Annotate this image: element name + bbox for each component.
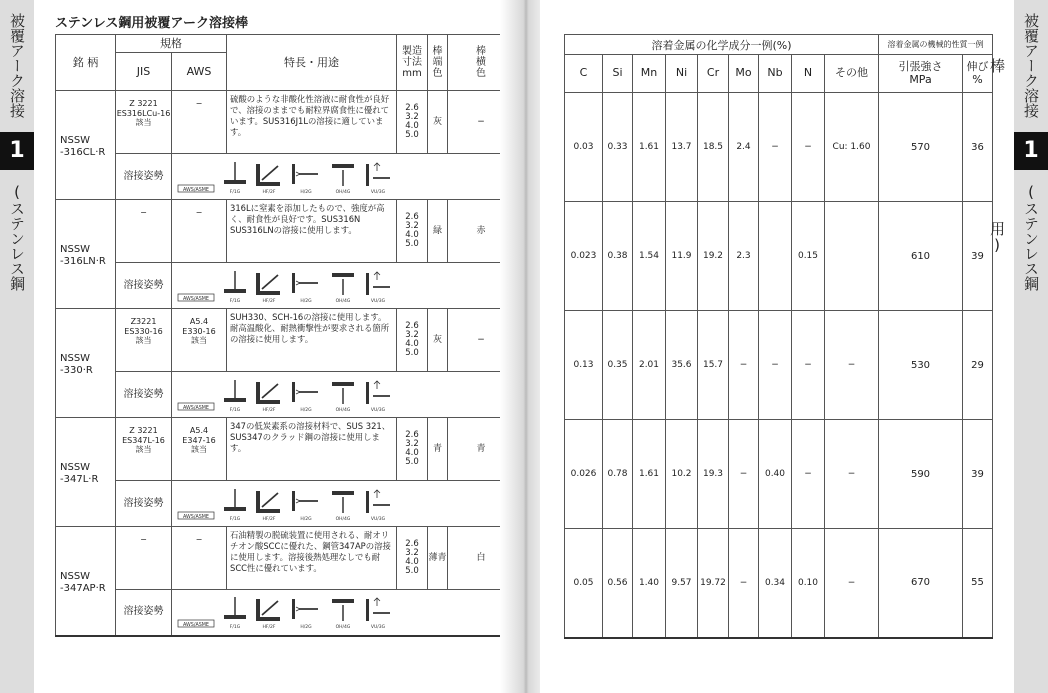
composition-value: 13.7 bbox=[666, 93, 698, 202]
tip-color: 灰 bbox=[428, 309, 448, 372]
position-code-label: HF/2F bbox=[262, 298, 276, 303]
tip-color: 緑 bbox=[428, 200, 448, 263]
position-code-label: HF/2F bbox=[262, 516, 276, 521]
column-header: その他 bbox=[825, 55, 879, 93]
position-code-label: VU/3G bbox=[370, 189, 386, 194]
welding-position-label: 溶接姿勢 bbox=[116, 372, 172, 418]
side-title-right: 被覆アーク溶接棒 bbox=[988, 12, 1040, 118]
composition-value: 1.61 bbox=[633, 93, 666, 202]
chapter-number-right: 1 bbox=[1014, 132, 1048, 170]
composition-value: 0.13 bbox=[565, 311, 603, 420]
composition-value: 2.4 bbox=[729, 93, 759, 202]
overhead-position-icon bbox=[332, 382, 354, 386]
welding-position-glyphs bbox=[172, 263, 515, 309]
dimension-mm: 2.6 3.2 4.0 5.0 bbox=[397, 200, 428, 263]
side-color: 白 bbox=[448, 527, 515, 590]
composition-value: 530 bbox=[879, 311, 963, 420]
position-code-label: H/2G bbox=[300, 189, 312, 194]
position-code-label: OH/4G bbox=[335, 189, 351, 194]
aws-standard: A5.4 E347-16 該当 bbox=[172, 418, 227, 481]
position-code-label: OH/4G bbox=[335, 298, 351, 303]
column-header: N bbox=[792, 55, 825, 93]
left-page bbox=[34, 0, 512, 693]
composition-value: 1.54 bbox=[633, 202, 666, 311]
position-code-label: H/2G bbox=[300, 625, 312, 630]
composition-value: 0.33 bbox=[603, 93, 633, 202]
position-code-label: AWS/ASME bbox=[183, 296, 209, 302]
side-title-left: 被覆アーク溶接 bbox=[8, 12, 26, 118]
brand-header: 銘 柄 bbox=[56, 35, 116, 91]
aws-standard: A5.4 E330-16 該当 bbox=[172, 309, 227, 372]
overhead-position-icon bbox=[332, 491, 354, 495]
composition-value: − bbox=[729, 420, 759, 529]
jis-standard: Z3221 ES330-16 該当 bbox=[116, 309, 172, 372]
flat-position-icon bbox=[224, 180, 246, 184]
composition-value: 0.38 bbox=[603, 202, 633, 311]
position-code-label: F/1G bbox=[229, 516, 241, 521]
welding-position-glyphs bbox=[172, 372, 515, 418]
welding-position-row bbox=[56, 481, 515, 527]
position-code-label: AWS/ASME bbox=[183, 187, 209, 193]
position-code-label: VU/3G bbox=[370, 298, 386, 303]
overhead-position-icon bbox=[332, 599, 354, 603]
feature-text: 硫酸のような非酸化性溶液に耐食性が良好で、溶接のままでも耐粒界腐食性に優れています。SUS316J1Lの溶接に適しています。 bbox=[227, 91, 397, 154]
position-code-label: OH/4G bbox=[335, 516, 351, 521]
welding-position-glyphs bbox=[172, 590, 515, 636]
composition-value: − bbox=[825, 529, 879, 638]
composition-value: 0.023 bbox=[565, 202, 603, 311]
position-code-label: F/1G bbox=[229, 407, 241, 412]
position-code-label: F/1G bbox=[229, 625, 241, 630]
composition-value: 36 bbox=[963, 93, 993, 202]
position-code-label: HF/2F bbox=[262, 407, 276, 412]
position-code-label: H/2G bbox=[300, 407, 312, 412]
dimension-mm: 2.6 3.2 4.0 5.0 bbox=[397, 91, 428, 154]
composition-row bbox=[565, 202, 993, 311]
side-color: − bbox=[448, 309, 515, 372]
vertical-up-position-icon bbox=[366, 273, 369, 295]
jis-standard: − bbox=[116, 200, 172, 263]
position-code-label: F/1G bbox=[229, 189, 241, 194]
aws-standard: − bbox=[172, 527, 227, 590]
column-header: Mn bbox=[633, 55, 666, 93]
feature-text: 316Lに窒素を添加したもので、強度が高く、耐食性が良好です。SUS316N SUS316LNの溶接に使用します。 bbox=[227, 200, 397, 263]
vertical-up-position-icon bbox=[366, 382, 369, 404]
composition-value: 55 bbox=[963, 529, 993, 638]
flat-position-icon bbox=[224, 507, 246, 511]
column-header: 引張強さ MPa bbox=[879, 55, 963, 93]
composition-value: − bbox=[759, 93, 792, 202]
welding-position-glyphs bbox=[172, 154, 515, 200]
composition-value: − bbox=[729, 311, 759, 420]
product-name: NSSW -347L·R bbox=[56, 418, 116, 527]
tip-color: 灰 bbox=[428, 91, 448, 154]
page-title: ステンレス鋼用被覆アーク溶接棒 bbox=[55, 16, 248, 31]
composition-value: 19.72 bbox=[698, 529, 729, 638]
column-header: Mo bbox=[729, 55, 759, 93]
flat-position-icon bbox=[224, 289, 246, 293]
column-header: Nb bbox=[759, 55, 792, 93]
horizontal-position-icon bbox=[292, 491, 295, 511]
position-code-label: HF/2F bbox=[262, 625, 276, 630]
electrode-spec-table bbox=[55, 34, 515, 637]
side-color-header: 棒 横 色 bbox=[448, 35, 515, 91]
welding-position-label: 溶接姿勢 bbox=[116, 481, 172, 527]
welding-position-row bbox=[56, 263, 515, 309]
right-page bbox=[540, 0, 1014, 693]
composition-value: 0.03 bbox=[565, 93, 603, 202]
tip-color-header: 棒 端 色 bbox=[428, 35, 448, 91]
composition-value: 9.57 bbox=[666, 529, 698, 638]
horizontal-position-icon bbox=[292, 164, 295, 184]
feature-text: SUH330、SCH-16の溶接に使用します。耐高温酸化、耐熱衝撃性が要求される箇所の溶接に使用します。 bbox=[227, 309, 397, 372]
column-header: Si bbox=[603, 55, 633, 93]
composition-value: Cu: 1.60 bbox=[825, 93, 879, 202]
welding-position-icons bbox=[176, 160, 408, 194]
composition-value: 19.3 bbox=[698, 420, 729, 529]
composition-value: 15.7 bbox=[698, 311, 729, 420]
composition-value: − bbox=[792, 311, 825, 420]
jis-standard: − bbox=[116, 527, 172, 590]
aws-header: AWS bbox=[172, 53, 227, 91]
position-code-label: VU/3G bbox=[370, 407, 386, 412]
welding-position-row bbox=[56, 154, 515, 200]
welding-position-icons bbox=[176, 269, 408, 303]
aws-standard: − bbox=[172, 200, 227, 263]
position-code-label: AWS/ASME bbox=[183, 514, 209, 520]
jis-header: JIS bbox=[116, 53, 172, 91]
composition-value: 610 bbox=[879, 202, 963, 311]
chemical-mechanical-table bbox=[564, 34, 993, 639]
product-name: NSSW -316CL·R bbox=[56, 91, 116, 200]
tip-color: 青 bbox=[428, 418, 448, 481]
composition-value: 29 bbox=[963, 311, 993, 420]
composition-value bbox=[759, 202, 792, 311]
position-code-label: HF/2F bbox=[262, 189, 276, 194]
horizontal-position-icon bbox=[292, 382, 295, 402]
welding-position-icons bbox=[176, 595, 408, 629]
chapter-side-tab-left bbox=[0, 0, 34, 693]
dimension-mm: 2.6 3.2 4.0 5.0 bbox=[397, 527, 428, 590]
composition-value: 1.61 bbox=[633, 420, 666, 529]
composition-value: 11.9 bbox=[666, 202, 698, 311]
electrode-row bbox=[56, 200, 515, 263]
composition-value: 570 bbox=[879, 93, 963, 202]
product-name: NSSW -316LN·R bbox=[56, 200, 116, 309]
chapter-number-left: 1 bbox=[0, 132, 34, 170]
composition-row bbox=[565, 93, 993, 202]
flat-position-icon bbox=[224, 398, 246, 402]
composition-value: − bbox=[759, 311, 792, 420]
side-color: 青 bbox=[448, 418, 515, 481]
vertical-up-position-icon bbox=[366, 491, 369, 513]
composition-value: 670 bbox=[879, 529, 963, 638]
composition-row bbox=[565, 311, 993, 420]
horizontal-position-icon bbox=[292, 273, 295, 293]
overhead-position-icon bbox=[332, 273, 354, 277]
composition-value: 0.40 bbox=[759, 420, 792, 529]
electrode-row bbox=[56, 418, 515, 481]
overhead-position-icon bbox=[332, 164, 354, 168]
welding-position-icons bbox=[176, 487, 408, 521]
vertical-up-position-icon bbox=[366, 164, 369, 186]
welding-position-label: 溶接姿勢 bbox=[116, 590, 172, 636]
position-code-label: H/2G bbox=[300, 298, 312, 303]
chemical-composition-header: 溶着金属の化学成分一例(%) bbox=[565, 35, 879, 55]
position-code-label: VU/3G bbox=[370, 625, 386, 630]
composition-value: 0.78 bbox=[603, 420, 633, 529]
column-header: 伸び % bbox=[963, 55, 993, 93]
composition-value: 0.34 bbox=[759, 529, 792, 638]
horizontal-position-icon bbox=[292, 599, 295, 619]
feature-text: 347の低炭素系の溶接材料で、SUS 321、SUS347のクラッド鋼の溶接に使用します。 bbox=[227, 418, 397, 481]
welding-position-label: 溶接姿勢 bbox=[116, 154, 172, 200]
position-code-label: H/2G bbox=[300, 516, 312, 521]
composition-value: 18.5 bbox=[698, 93, 729, 202]
welding-position-icons bbox=[176, 378, 408, 412]
position-code-label: OH/4G bbox=[335, 407, 351, 412]
position-code-label: AWS/ASME bbox=[183, 405, 209, 411]
composition-row bbox=[565, 529, 993, 638]
composition-value: − bbox=[729, 529, 759, 638]
composition-value: 10.2 bbox=[666, 420, 698, 529]
position-code-label: F/1G bbox=[229, 298, 241, 303]
electrode-row bbox=[56, 91, 515, 154]
column-header: Cr bbox=[698, 55, 729, 93]
welding-position-row bbox=[56, 590, 515, 636]
chapter-side-tab-right bbox=[988, 0, 1048, 693]
mechanical-properties-header: 溶着金属の機械的性質一例 bbox=[879, 35, 993, 55]
composition-value: 39 bbox=[963, 420, 993, 529]
position-code-label: VU/3G bbox=[370, 516, 386, 521]
column-header: C bbox=[565, 55, 603, 93]
dimension-mm: 2.6 3.2 4.0 5.0 bbox=[397, 418, 428, 481]
composition-row bbox=[565, 420, 993, 529]
composition-value: 19.2 bbox=[698, 202, 729, 311]
composition-value: 0.35 bbox=[603, 311, 633, 420]
aws-standard: − bbox=[172, 91, 227, 154]
composition-value: 590 bbox=[879, 420, 963, 529]
side-subtitle-right: (ステンレス鋼用) bbox=[988, 183, 1040, 291]
dimension-header: 製造 寸法 mm bbox=[397, 35, 428, 91]
composition-value: − bbox=[792, 93, 825, 202]
composition-value: 35.6 bbox=[666, 311, 698, 420]
composition-value: 0.026 bbox=[565, 420, 603, 529]
composition-value: − bbox=[825, 420, 879, 529]
composition-value: 0.15 bbox=[792, 202, 825, 311]
composition-value: 0.56 bbox=[603, 529, 633, 638]
composition-value: 0.10 bbox=[792, 529, 825, 638]
composition-value: 2.3 bbox=[729, 202, 759, 311]
jis-standard: Z 3221 ES316LCu-16 該当 bbox=[116, 91, 172, 154]
electrode-row bbox=[56, 527, 515, 590]
side-color: 赤 bbox=[448, 200, 515, 263]
position-code-label: AWS/ASME bbox=[183, 623, 209, 629]
welding-position-glyphs bbox=[172, 481, 515, 527]
composition-value: 0.05 bbox=[565, 529, 603, 638]
composition-value: − bbox=[792, 420, 825, 529]
composition-value: 39 bbox=[963, 202, 993, 311]
jis-standard: Z 3221 ES347L-16 該当 bbox=[116, 418, 172, 481]
product-name: NSSW -347AP·R bbox=[56, 527, 116, 636]
side-color: − bbox=[448, 91, 515, 154]
composition-value: − bbox=[825, 311, 879, 420]
product-name: NSSW -330·R bbox=[56, 309, 116, 418]
feature-text: 石油精製の脱硫装置に使用される、耐オリチオン酸SCCに優れた、鋼管347APの溶接に使用します。溶接後熱処理なしでも耐SCC性に優れています。 bbox=[227, 527, 397, 590]
composition-value: 1.40 bbox=[633, 529, 666, 638]
side-subtitle-left: (ステンレス鋼 bbox=[8, 183, 26, 291]
electrode-row bbox=[56, 309, 515, 372]
dimension-mm: 2.6 3.2 4.0 5.0 bbox=[397, 309, 428, 372]
composition-value bbox=[825, 202, 879, 311]
flat-position-icon bbox=[224, 615, 246, 619]
feature-header: 特長・用途 bbox=[227, 35, 397, 91]
vertical-up-position-icon bbox=[366, 599, 369, 621]
composition-value: 2.01 bbox=[633, 311, 666, 420]
spec-header: 規格 bbox=[116, 35, 227, 53]
column-header: Ni bbox=[666, 55, 698, 93]
welding-position-label: 溶接姿勢 bbox=[116, 263, 172, 309]
tip-color: 薄青 bbox=[428, 527, 448, 590]
welding-position-row bbox=[56, 372, 515, 418]
position-code-label: OH/4G bbox=[335, 625, 351, 630]
